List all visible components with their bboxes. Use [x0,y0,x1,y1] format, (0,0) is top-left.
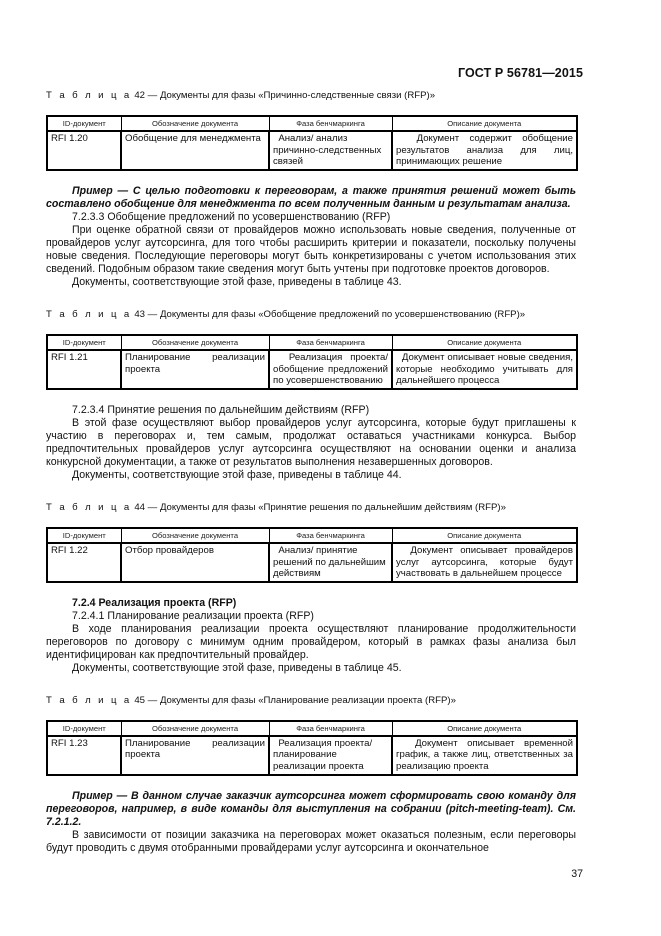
table-43-caption [46,309,576,321]
caption-number: 43 [134,309,146,321]
caption-prefix: Т а б л и ц а [46,90,132,101]
section-7-2-4-1-title: 7.2.4.1 Планирование реализации проекта (RFP) [72,609,314,622]
col-header-id: ID-документ [47,528,121,543]
example-note-1: Пример — С целью подготовки к переговорам, а также принятия решений может быть составлено обобщение для менеджмента по всем полученным данным и результатам анализа. [46,184,576,210]
closing-paragraph: В зависимости от позиции заказчика на переговорах может оказаться полезным, если переговоры будут проводить с двумя отобранными провайдерами услуг аутсорсинга и окончательное [46,829,576,855]
cell-description: Документ содержит обобщение результатов анализа для лиц, принимающих решение [392,131,577,170]
table-row [47,131,577,170]
section-7-2-4-1-table-ref: Документы, соответствующие этой фазе, приведены в таблице 45. [72,661,402,674]
col-header-id: ID-документ [47,116,121,131]
cell-description: Документ описывает временной график, а также лиц, ответственных за реализацию проекта [392,736,577,775]
col-header-description: Описание документа [392,116,577,131]
col-header-designation: Обозначение документа [121,335,269,350]
table-45 [46,720,578,776]
caption-text: — Документы для фазы «Обобщение предложений по усовершенствованию (RFP)» [145,309,526,321]
table-row [47,350,577,389]
cell-id: RFI 1.20 [47,131,121,170]
caption-text: — Документы для фазы «Планирование реализации проекта (RFP)» [145,694,456,706]
page-number: 37 [571,868,583,880]
col-header-phase: Фаза бенчмаркинга [269,116,392,131]
example-note-2: Пример — В данном случае заказчик аутсорсинга может сформировать свою команду для переговоров, например, в виде команды для выступления на собрании (pitch-meeting-team). См. 7.2.1.2. [46,789,576,828]
col-header-id: ID-документ [47,335,121,350]
section-7-2-3-4-title: 7.2.3.4 Принятие решения по дальнейшим действиям (RFP) [72,403,370,416]
col-header-phase: Фаза бенчмаркинга [269,528,392,543]
cell-description: Документ описывает провайдеров услуг аутсорсинга, которые будут участвовать в дальнейшем процессе [392,543,577,582]
caption-prefix: Т а б л и ц а [46,694,132,706]
caption-text: — Документы для фазы «Причинно-следственные связи (RFP)» [145,90,436,101]
caption-number: 44 [134,501,146,513]
caption-prefix: Т а б л и ц а [46,501,132,513]
col-header-description: Описание документа [392,528,577,543]
section-7-2-3-4-table-ref: Документы, соответствующие этой фазе, приведены в таблице 44. [72,468,402,481]
section-7-2-3-4-paragraph: В этой фазе осуществляют выбор провайдеров услуг аутсорсинга, которые будут приглашены к участию в переговорах и, тем самым, продолжат оставаться участниками конкурса. Выбор предпочтительных провайдеров услуг аутсорсинга осуществляют на основании оценки и анализа конкурсной документации, а также от результатов выполнения незавершенных договоров. [46,416,576,468]
col-header-description: Описание документа [392,335,577,350]
section-7-2-3-3-title: 7.2.3.3 Обобщение предложений по усовершенствованию (RFP) [72,211,391,224]
col-header-designation: Обозначение документа [121,116,269,131]
table-header-row [47,116,577,131]
page-content [46,85,576,855]
cell-phase: Анализ/ анализ причинно-следственных связей [269,131,392,170]
caption-number: 45 [134,694,146,706]
col-header-phase: Фаза бенчмаркинга [269,335,392,350]
table-45-caption [46,695,576,707]
table-42-caption [46,90,576,102]
cell-id: RFI 1.23 [47,736,121,775]
section-7-2-4-heading: 7.2.4 Реализация проекта (RFP) [72,596,237,609]
cell-description: Документ описывает новые сведения, которые необходимо учитывать для дальнейшего процесса [392,350,577,389]
caption-number: 42 [134,90,146,101]
table-header-row [47,335,577,350]
standard-code: ГОСТ Р 56781—2015 [457,66,583,80]
table-header-row [47,721,577,736]
table-43 [46,334,578,390]
section-7-2-3-3-paragraph: При оценке обратной связи от провайдеров можно использовать новые сведения, полученные от провайдеров услуг аутсорсинга, для того чтобы расширить критерии и показатели, поскольку получены новые сведения. Последующие переговоры могут быть конкретизированы с учетом использования этих сведений. Подобным образом такие сведения могут быть учтены при подготовке проектов договоров. [46,224,576,276]
cell-designation: Планирование реализации проекта [121,350,269,389]
table-44-caption [46,502,576,514]
table-header-row [47,528,577,543]
table-42 [46,115,578,171]
section-7-2-4-1-paragraph: В ходе планирования реализации проекта осуществляют планирование продолжительности переговоров по договору с минимум одним провайдером, который в рамках фазы анализа был идентифицирован как предпочтительный провайдер. [46,622,576,661]
cell-designation: Отбор провайдеров [121,543,269,582]
col-header-description: Описание документа [392,721,577,736]
col-header-designation: Обозначение документа [121,528,269,543]
cell-phase: Реализация проекта/ планирование реализации проекта [269,736,392,775]
col-header-id: ID-документ [47,721,121,736]
table-row [47,543,577,582]
table-row [47,736,577,775]
cell-id: RFI 1.21 [47,350,121,389]
table-44 [46,527,578,583]
caption-text: — Документы для фазы «Принятие решения по дальнейшим действиям (RFP)» [145,501,506,513]
cell-designation: Планирование реализации проекта [121,736,269,775]
cell-designation: Обобщение для менеджмента [121,131,269,170]
cell-id: RFI 1.22 [47,543,121,582]
section-7-2-3-3-table-ref: Документы, соответствующие этой фазе, приведены в таблице 43. [72,276,402,289]
cell-phase: Анализ/ принятие решений по дальнейшим действиям [269,543,392,582]
caption-prefix: Т а б л и ц а [46,309,132,321]
cell-phase: Реализация проекта/ обобщение предложений по усовершенствованию [269,350,392,389]
col-header-phase: Фаза бенчмаркинга [269,721,392,736]
col-header-designation: Обозначение документа [121,721,269,736]
